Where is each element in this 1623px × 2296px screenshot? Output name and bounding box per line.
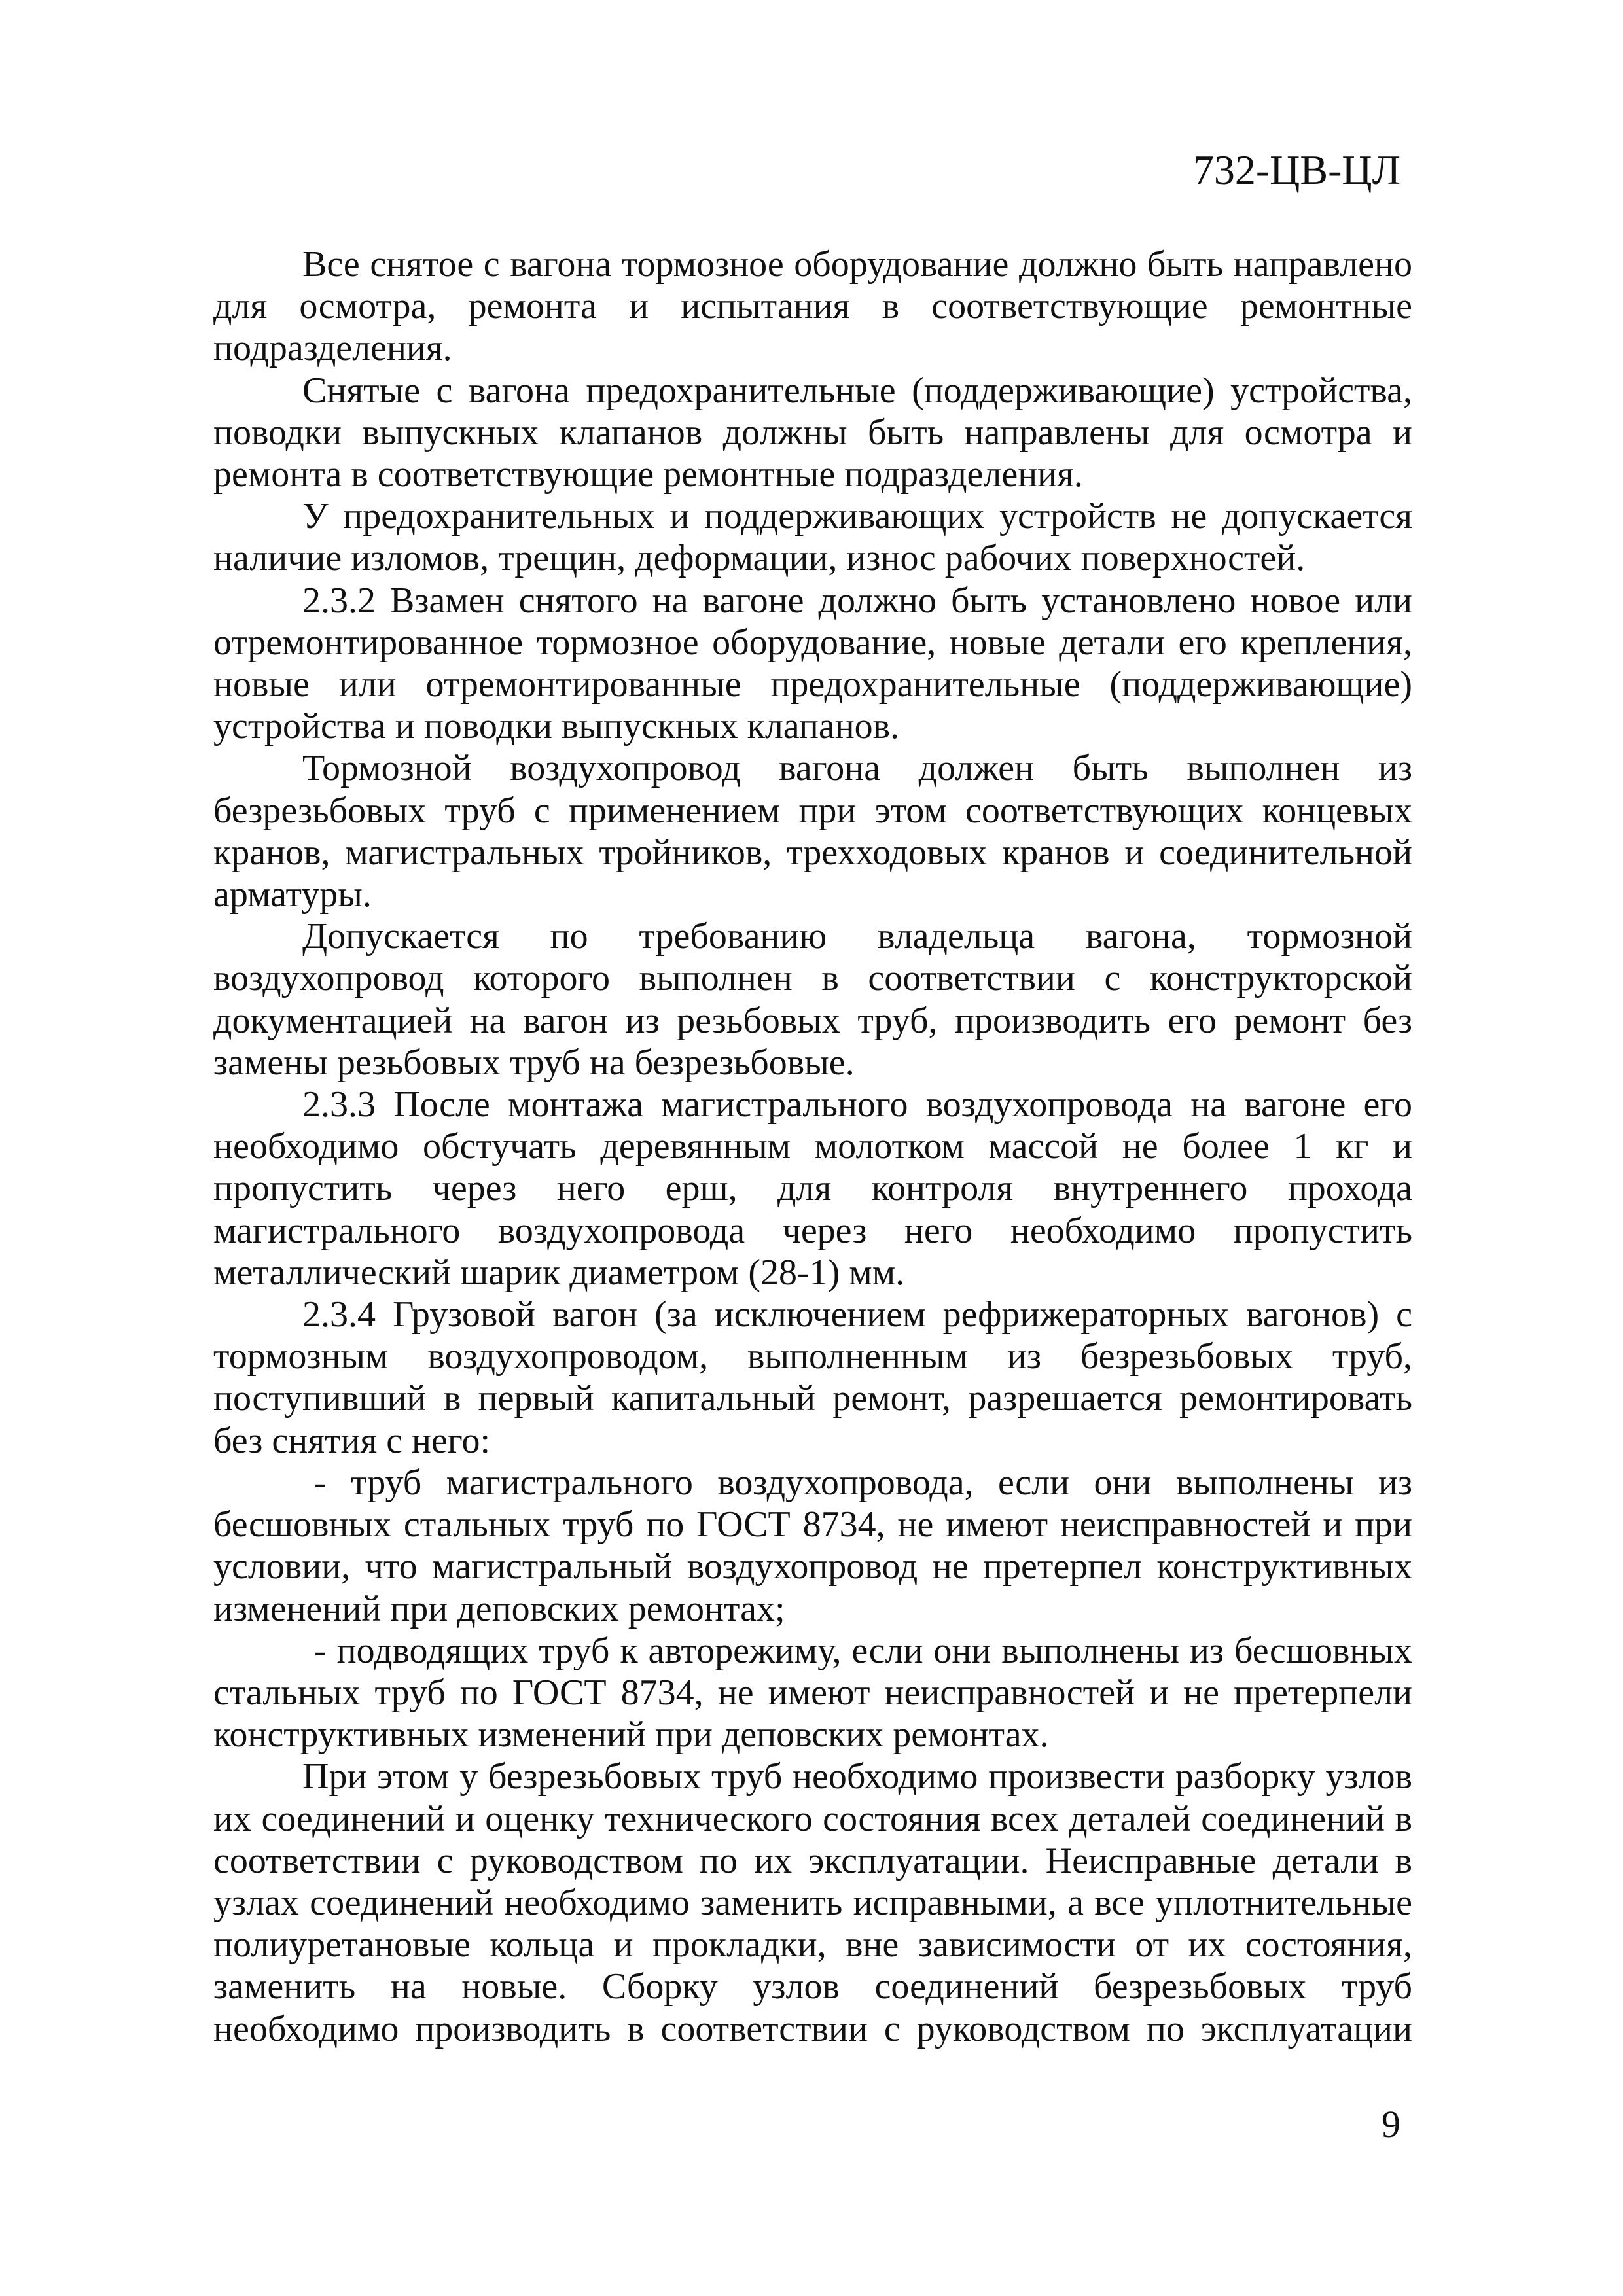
list-item-main-pipes: - труб магистрального воздухопровода, если они выполнены из бесшовных стальных труб по ГОСТ 8734, не имеют неисправностей и при условии, что магистральный воздухопровод не претерпел конструктивных изменений при деповских ремонтах; <box>213 1462 1412 1629</box>
paragraph-disassembly: При этом у безрезьбовых труб необходимо произвести разборку узлов их соединений и оценку технического состояния всех деталей соединений в соответствии с руководством по их эксплуатации. Неисправные детали в узлах соединений необходимо заменить исправными, а все уплотнительные полиуретановые кольца и прокладки, вне зависимости от их состояния, заменить на новые. Сборку узлов соединений безрезьбовых труб необходимо производить в соответствии с руководством по эксплуатации <box>213 1756 1412 2049</box>
paragraph-section-2-3-3: 2.3.3 После монтажа магистрального воздухопровода на вагоне его необходимо обстучать деревянным молотком массой не более 1 кг и пропустить через него ерш, для контроля внутреннего прохода магистрального воздухопровода через него необходимо пропустить металлический шарик диаметром (28-1) мм. <box>213 1084 1412 1293</box>
list-item-supply-pipes: - подводящих труб к авторежиму, если они выполнены из бесшовных стальных труб по ГОСТ 8734, не имеют неисправностей и не претерпели конструктивных изменений при деповских ремонтах. <box>213 1630 1412 1756</box>
body-text <box>213 243 1412 2050</box>
paragraph-air-pipe: Тормозной воздухопровод вагона должен быть выполнен из безрезьбовых труб с применением при этом соответствующих концевых кранов, магистральных тройников, трехходовых кранов и соединительной арматуры. <box>213 748 1412 915</box>
paragraph-threaded-pipes: Допускается по требованию владельца вагона, тормозной воздухопровод которого выполнен в соответствии с конструкторской документацией на вагон из резьбовых труб, производить его ремонт без замены резьбовых труб на безрезьбовые. <box>213 916 1412 1083</box>
paragraph-removed-devices: Снятые с вагона предохранительные (поддерживающие) устройства, поводки выпускных клапанов должны быть направлены для осмотра и ремонта в соответствующие ремонтные подразделения. <box>213 370 1412 495</box>
paragraph-section-2-3-4: 2.3.4 Грузовой вагон (за исключением рефрижераторных вагонов) с тормозным воздухопроводом, выполненным из безрезьбовых труб, поступивший в первый капитальный ремонт, разрешается ремонтировать без снятия с него: <box>213 1294 1412 1461</box>
paragraph-device-defects: У предохранительных и поддерживающих устройств не допускается наличие изломов, трещин, деформации, износ рабочих поверхностей. <box>213 496 1412 579</box>
page-number: 9 <box>1382 2103 1400 2146</box>
paragraph-section-2-3-2: 2.3.2 Взамен снятого на вагоне должно быть установлено новое или отремонтированное тормозное оборудование, новые детали его крепления, новые или отремонтированные предохранительные (поддерживающие) устройства и поводки выпускных клапанов. <box>213 580 1412 747</box>
paragraph-removed-equipment: Все снятое с вагона тормозное оборудование должно быть направлено для осмотра, ремонта и испытания в соответствующие ремонтные подразделения. <box>213 244 1412 369</box>
document-code: 732-ЦВ-ЦЛ <box>1192 147 1400 193</box>
